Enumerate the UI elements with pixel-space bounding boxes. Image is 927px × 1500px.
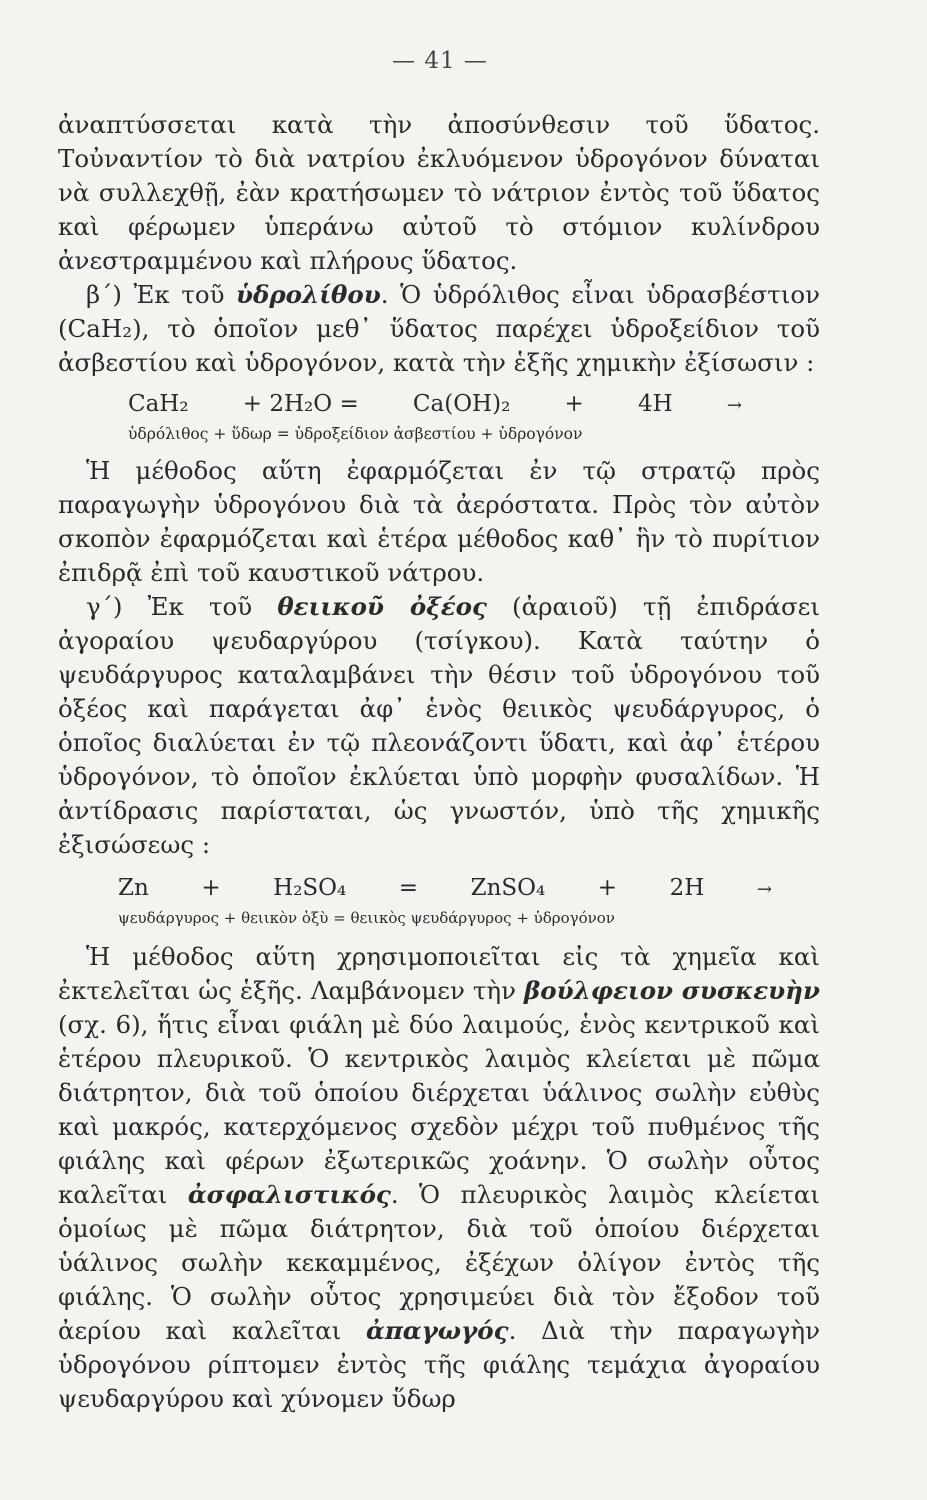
eq2-term: Zn bbox=[118, 875, 149, 901]
eq2-words: ψευδάργυρος + θειικὸν ὀξὺ = θειικὸς ψευδάργυρος + ὑδρογόνον bbox=[118, 909, 615, 927]
eq1-term: + 2H₂O = bbox=[242, 391, 359, 417]
paragraph-5-text-a: Ἡ μέθοδος αὕτη χρησιμοποιεῖται εἰς τὰ χημεῖα καὶ ἐκτελεῖται ὡς ἑξῆς. Λαμβάνομεν τὴν bbox=[58, 942, 820, 1005]
eq2-term: 2H bbox=[669, 875, 705, 901]
equation-2-words bbox=[118, 906, 770, 930]
bold-term-safety-tube: ἀσφαλιστικός bbox=[187, 1180, 391, 1209]
eq1-term: + bbox=[564, 391, 584, 417]
eq1-term: CaH₂ bbox=[128, 391, 189, 417]
section-gamma-label: γ΄) Ἐκ τοῦ bbox=[86, 592, 278, 621]
equation-1-formula bbox=[128, 388, 740, 422]
paragraph-4 bbox=[58, 590, 820, 862]
eq2-term: + bbox=[597, 875, 618, 901]
bold-term-delivery-tube: ἀπαγωγός bbox=[365, 1316, 509, 1345]
paragraph-2-text: . Ὁ ὑδρόλιθος εἶναι ὑδρασβέστιον (CaH₂), τὸ ὁποῖον μεθ᾽ ὕδατος παρέχει ὑδροξείδιον τοῦ ἀσβεστίου καὶ ὑδρογόνον, κατὰ τὴν ἑξῆς χημικὴν ἐξίσωσιν : bbox=[58, 280, 820, 377]
section-beta-label: β΄) Ἐκ τοῦ bbox=[86, 280, 237, 309]
paragraph-5-text-b: (σχ. 6), ἥτις εἶναι φιάλη μὲ δύο λαιμούς, ἑνὸς κεντρικοῦ καὶ ἑτέρου πλευρικοῦ. Ὁ κεντρικὸς λαιμὸς κλείεται μὲ πῶμα διάτρητον, διὰ τοῦ ὁποίου διέρχεται ὑάλινος σωλὴν εὐθὺς καὶ μακρός, κατερχόμενος σχεδὸν μέχρι τοῦ πυθμένος τῆς φιάλης καὶ φέρων ἐξωτερικῶς χοάνην. Ὁ σωλὴν οὗτος καλεῖται bbox=[58, 1010, 820, 1209]
bold-term-sulfuric-acid: θειικοῦ ὀξέος bbox=[277, 592, 487, 621]
eq2-term: H₂SO₄ bbox=[273, 875, 347, 901]
paragraph-5-text-d: . Διὰ τὴν παραγωγὴν ὑδρογόνου ρίπτομεν ἐντὸς τῆς φιάλης τεμάχια ἀγοραίου ψευδαργύρου καὶ χύνομεν ὕδωρ bbox=[58, 1316, 820, 1413]
eq1-term: 4H bbox=[637, 391, 673, 417]
page-number: — 41 — bbox=[392, 48, 488, 74]
eq1-term: Ca(OH)₂ bbox=[412, 391, 511, 417]
paragraph-3: Ἡ μέθοδος αὕτη ἐφαρμόζεται ἐν τῷ στρατῷ πρὸς παραγωγὴν ὑδρογόνου διὰ τὰ ἀερόστατα. Πρὸς τὸν αὐτὸν σκοπὸν ἐφαρμόζεται καὶ ἑτέρα μέθοδος καθ᾽ ἣν τὸ πυρίτιον ἐπιδρᾷ ἐπὶ τοῦ καυστικοῦ νάτρου. bbox=[58, 456, 820, 587]
paragraph-4-text: (ἀραιοῦ) τῇ ἐπιδράσει ἀγοραίου ψευδαργύρου (τσίγκου). Κατὰ ταύτην ὁ ψευδάργυρος καταλαμβάνει τὴν θέσιν τοῦ ὑδρογόνου τοῦ ὀξέος καὶ παράγεται ἀφ᾽ ἑνὸς θειικὸς ψευδάργυρος, ὁ ὁποῖος διαλύεται ἐν τῷ πλεονάζοντι ὕδατι, καὶ ἀφ᾽ ἑτέρου ὑδρογόνον, τὸ ὁποῖον ἐκλύεται ὑπὸ μορφὴν φυσαλίδων. Ἡ ἀντίδρασις παρίσταται, ὡς γνωστόν, ὑπὸ τῆς χημικῆς ἐξισώσεως : bbox=[58, 592, 820, 859]
eq2-term: ZnSO₄ bbox=[470, 875, 546, 901]
paragraph-5 bbox=[58, 940, 820, 1416]
eq2-term: + bbox=[201, 875, 221, 901]
paragraph-1: ἀναπτύσσεται κατὰ τὴν ἀποσύνθεσιν τοῦ ὕδατος. Τοὐναντίον τὸ διὰ νατρίου ἐκλυόμενον ὑδρογόνον δύναται νὰ συλλεχθῇ, ἐὰν κρατήσωμεν τὸ νάτριον ἐντὸς τοῦ ὕδατος καὶ φέρωμεν ὑπεράνω αὐτοῦ τὸ στόμιον κυλίνδρου ἀνεστραμμένου καὶ πλήρους ὕδατος. bbox=[58, 110, 820, 275]
body-text bbox=[58, 108, 820, 1416]
equation-2 bbox=[118, 872, 770, 930]
equation-2-formula bbox=[118, 872, 770, 906]
paragraph-2 bbox=[58, 278, 820, 380]
bold-term-hydrolith: ὑδρολίθου bbox=[236, 280, 381, 309]
equation-1-words bbox=[128, 422, 740, 446]
arrow-icon: → bbox=[726, 395, 740, 416]
equation-1 bbox=[128, 388, 740, 446]
bold-term-woulff-apparatus: βούλφειον συσκευὴν bbox=[524, 976, 820, 1005]
eq2-term: = bbox=[398, 875, 419, 901]
arrow-icon: → bbox=[756, 879, 770, 900]
eq1-words: ὑδρόλιθος + ὕδωρ = ὑδροξείδιον ἀσβεστίου + ὑδρογόνον bbox=[128, 425, 583, 443]
paragraph-5-text-c: . Ὁ πλευρικὸς λαιμὸς κλείεται ὁμοίως μὲ πῶμα διάτρητον, διὰ τοῦ ὁποίου διέρχεται ὑάλινος σωλὴν κεκαμμένος, ἐξέχων ὀλίγον ἐντὸς τῆς φιάλης. Ὁ σωλὴν οὗτος χρησιμεύει διὰ τὸν ἔξοδον τοῦ ἀερίου καὶ καλεῖται bbox=[58, 1180, 820, 1345]
